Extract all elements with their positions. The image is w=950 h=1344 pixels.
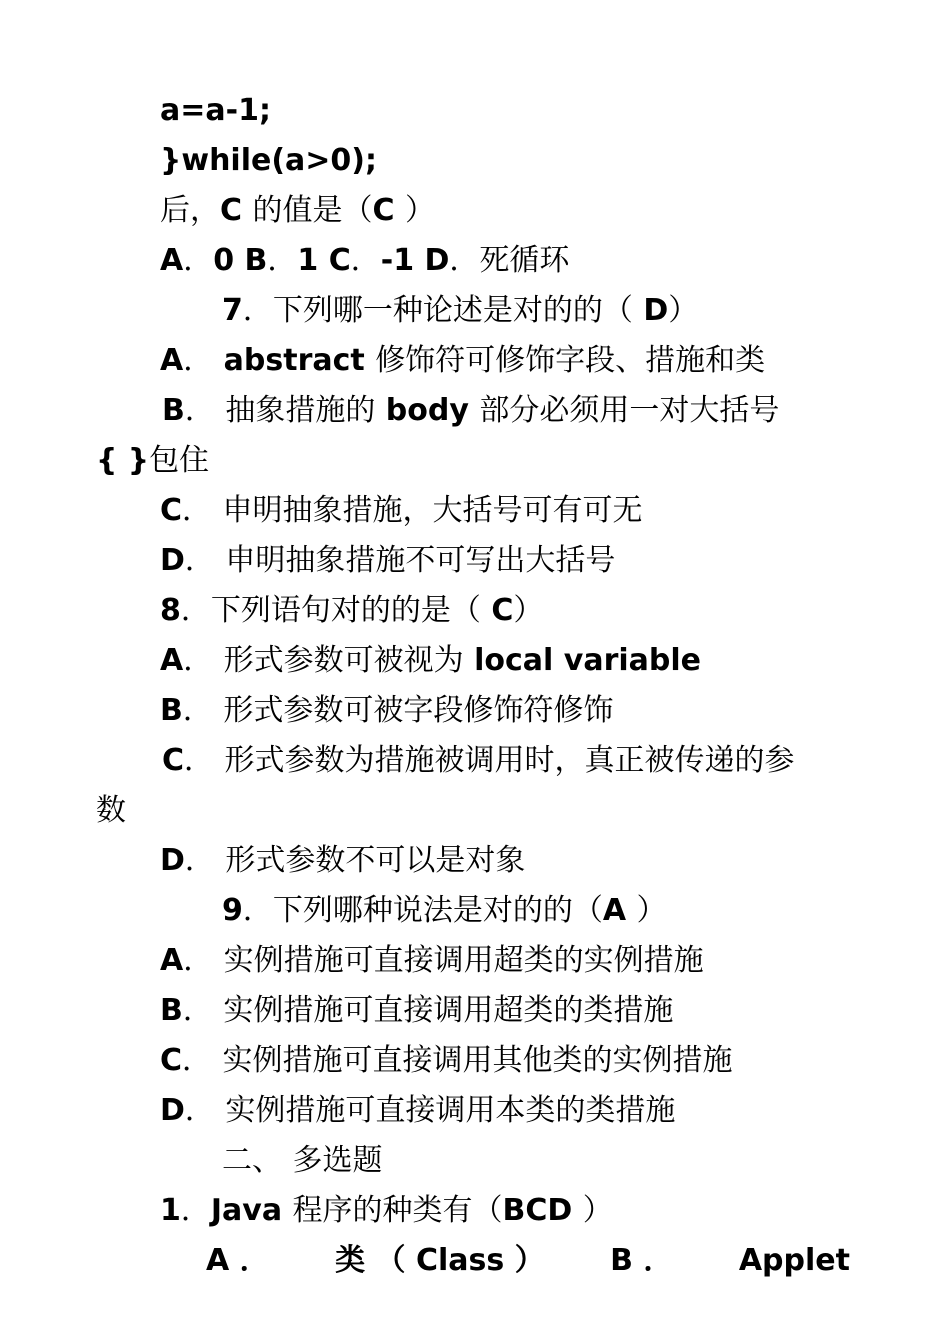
question-6-stem-end: 后，C 的值是（C ） (160, 193, 435, 228)
multi-question-1-options (206, 1236, 850, 1286)
question-7-option-a: A． abstract 修饰符可修饰字段、措施和类 (160, 343, 766, 378)
multi-question-1-stem: 1．Java 程序的种类有（BCD ） (160, 1193, 613, 1228)
question-7-stem: 7．下列哪一种论述是对的的（ D） (222, 293, 699, 328)
option-b-text: Applet (738, 1243, 850, 1278)
code-line-decrement: a=a-1; (160, 93, 271, 128)
question-7-option-c: C． 申明抽象措施，大括号可有可无 (160, 493, 643, 528)
question-9-option-a: A． 实例措施可直接调用超类的实例措施 (160, 943, 704, 978)
section-heading-multiple-choice: 二、 多选题 (222, 1143, 383, 1178)
question-8-option-d: D． 形式参数不可以是对象 (160, 843, 526, 878)
question-8-option-b: B． 形式参数可被字段修饰符修饰 (160, 693, 614, 728)
code-line-while: }while(a>0); (160, 143, 378, 178)
question-8-option-c: C． 形式参数为措施被调用时，真正被传递的参 (162, 743, 795, 778)
question-8-option-a: A． 形式参数可被视为 local variable (160, 643, 701, 678)
question-9-option-c: C． 实例措施可直接调用其他类的实例措施 (160, 1043, 733, 1078)
question-9-stem: 9．下列哪种说法是对的的（A ） (222, 893, 667, 928)
question-6-options: A．0 B．1 C．-1 D．死循环 (160, 243, 570, 278)
question-7-option-b: B． 抽象措施的 body 部分必须用一对大括号 (162, 393, 780, 428)
question-7-option-d: D． 申明抽象措施不可写出大括号 (160, 543, 616, 578)
question-9-option-d: D． 实例措施可直接调用本类的类措施 (160, 1093, 676, 1128)
question-7-option-b-cont: { }包住 (96, 443, 210, 478)
question-9-option-b: B． 实例措施可直接调用超类的类措施 (160, 993, 674, 1028)
question-8-option-c-cont: 数 (96, 793, 126, 828)
question-8-stem: 8．下列语句对的的是（ C） (160, 593, 544, 628)
option-a-text: 类 （ Class ） (335, 1243, 545, 1278)
option-b-marker: B ． (610, 1243, 674, 1278)
option-a-marker: A ． (206, 1243, 270, 1278)
